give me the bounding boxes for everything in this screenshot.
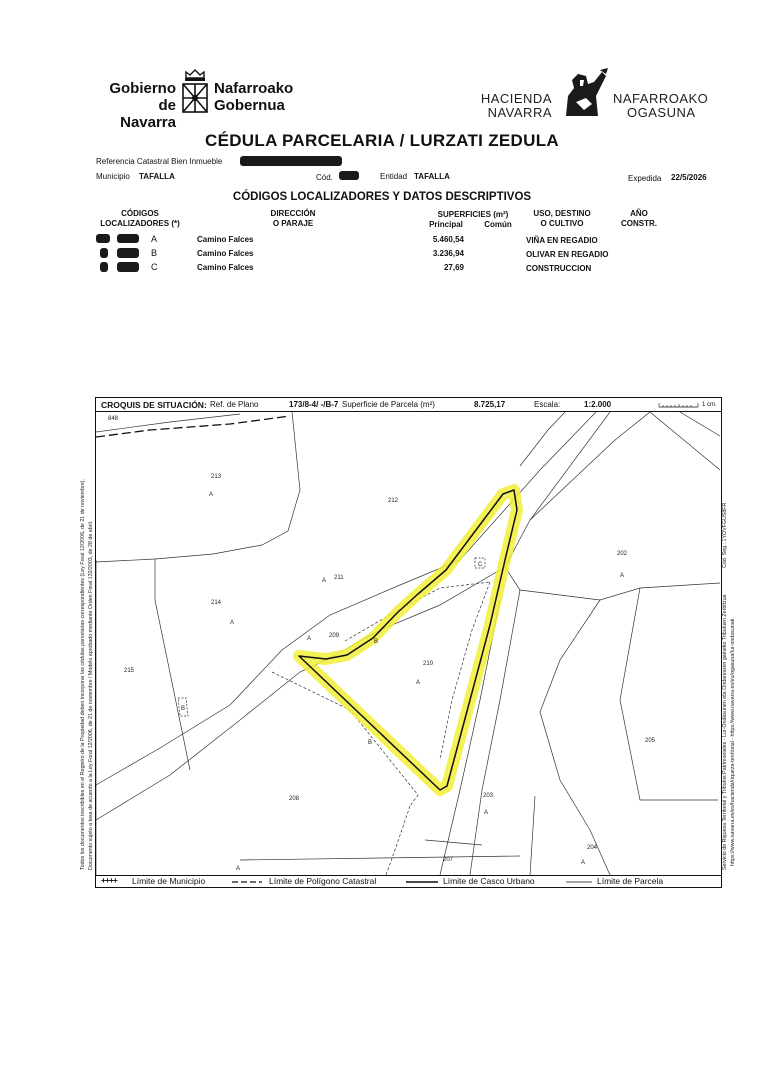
row-a-uso: VIÑA EN REGADIO: [526, 236, 598, 245]
subparcel-208-b: B: [368, 740, 373, 746]
superficie-label: Superficie de Parcela (m²): [342, 400, 435, 409]
ref-catastral-label: Referencia Catastral Bien Inmueble: [96, 157, 223, 166]
legend-poligono: Límite de Polígono Catastral: [269, 876, 377, 886]
gov-right-line2: Gobernua: [214, 97, 285, 114]
ref-plano-value: 173/8-4/ -/B-7: [289, 400, 339, 409]
subparcel-letter-labels: [181, 492, 624, 872]
parcel-210: 210: [423, 661, 434, 667]
right-side-code: Cód. Seg.: 1YOVFGUS8FR: [722, 502, 728, 568]
expedida-label: Expedida: [628, 174, 662, 183]
entidad-label: Entidad: [380, 172, 408, 181]
subparcel-214-a: A: [230, 620, 235, 626]
row-b-letter: B: [151, 248, 158, 258]
gov-left-line1: Gobierno: [109, 80, 176, 97]
gobierno-navarra-text: [108, 80, 176, 131]
col-comun-header: Común: [484, 220, 512, 229]
subparcel-202-a: A: [620, 573, 625, 579]
navarra-crest-icon: [180, 68, 210, 116]
col-uso-header: USO, DESTINO O CULTIVO: [533, 209, 591, 228]
row-b-uso: OLIVAR EN REGADIO: [526, 250, 609, 259]
hacienda-emblem-icon: [556, 66, 612, 120]
legend-casco-line-icon: [406, 880, 438, 884]
nafarroako-ogasuna-text: [613, 92, 708, 120]
left-side-note-1: Todos los documentos inscribibles en el Registro de la Propiedad deben incorporar las cédulas parcelarias correspondientes (Ley Foral 12/2006, de 21 de noviembre).: [80, 478, 86, 870]
parcel-213: 213: [211, 474, 222, 480]
row-a-direccion: Camino Falces: [197, 235, 254, 244]
subparcel-204-a: A: [581, 860, 586, 866]
parcel-204: 204: [587, 845, 598, 851]
ref-plano-label: Ref. de Plano: [210, 400, 259, 409]
ogasuna-line1: NAFARROAKO: [613, 91, 709, 106]
row-b-principal: 3.236,94: [432, 249, 464, 258]
subparcel-215-b: B: [181, 706, 186, 712]
redacted-code-a2: [117, 234, 139, 243]
escala-label: Escala:: [534, 400, 561, 409]
parcel-212: 212: [388, 498, 399, 504]
entidad-value: TAFALLA: [414, 172, 450, 181]
parcel-208: 208: [289, 796, 300, 802]
legend-parcela-line-icon: [566, 880, 592, 884]
row-b-direccion: Camino Falces: [197, 249, 254, 258]
legend-municipio-symbol: ++++: [101, 875, 117, 885]
left-side-note-2: Documento sujeto a tasa de acuerdo a la Ley Foral 12/2006, de 21 de noviembre / Modelo aprobado mediante Orden Foral 132/2003, de 28 de abril.: [88, 520, 94, 870]
redacted-cod: [339, 171, 359, 180]
escala-value: 1:2.000: [584, 400, 612, 409]
highlight-parcel-210: [299, 490, 517, 790]
row-c-principal: 27,69: [443, 263, 464, 272]
hacienda-line1: HACIENDA: [480, 91, 552, 106]
subparcel-211-a: A: [322, 578, 327, 584]
subparcel-209-a: A: [307, 636, 312, 642]
parcel-205: 205: [645, 738, 656, 744]
redacted-ref-catastral: [240, 156, 342, 166]
col-superficies-header: SUPERFICIES (m²): [437, 210, 509, 219]
col-principal-header: Principal: [429, 220, 463, 229]
row-a-principal: 5.460,54: [432, 235, 464, 244]
subparcel-203-a: A: [484, 810, 489, 816]
codes-section-title: CÓDIGOS LOCALIZADORES Y DATOS DESCRIPTIVOS: [232, 191, 532, 203]
parcel-214: 214: [211, 600, 222, 606]
row-c-uso: CONSTRUCCION: [526, 264, 592, 273]
municipio-value: TAFALLA: [139, 172, 175, 181]
right-side-note-1: Servicio de Riqueza Territorial y Tributos Patrimoniales - Lur-Ondasunen eta Ondarearen gaineko Tributuen Zerbitzua: [722, 594, 728, 870]
subparcel-213-a: A: [209, 492, 214, 498]
parcel-211: 211: [334, 575, 344, 581]
ogasuna-line2: OGASUNA: [627, 105, 696, 120]
col-anio-header: AÑO CONSTR.: [621, 209, 657, 228]
cadastral-map: [96, 412, 721, 875]
subparcel-210-c: C: [478, 562, 483, 568]
right-side-note-2: https://www.navarra.es/es/hacienda/riqueza-territorial - https://www.navarra.es/eu/ogasuna/lur-ondasunak: [730, 618, 736, 866]
legend-casco: Límite de Casco Urbano: [443, 876, 535, 886]
legend-municipio: Límite de Municipio: [132, 876, 206, 886]
superficie-value: 8.725,17: [474, 400, 506, 409]
redacted-code-b1: [100, 248, 108, 258]
subparcel-210-b: B: [374, 639, 379, 645]
col-direccion-header: DIRECCIÓN O PARAJE: [270, 209, 316, 228]
gov-right-line1: Nafarroako: [214, 80, 294, 97]
legend-poligono-line-icon: [232, 880, 262, 884]
nafarroako-gobernua-text: [214, 80, 293, 114]
row-c-letter: C: [151, 262, 158, 272]
parcel-207: 207: [443, 857, 454, 863]
municipio-label: Municipio: [96, 172, 130, 181]
legend-parcela: Límite de Parcela: [597, 876, 664, 886]
redacted-code-c1: [100, 262, 108, 272]
parcel-203: 203: [483, 793, 494, 799]
row-c-direccion: Camino Falces: [197, 263, 254, 272]
parcel-215: 215: [124, 668, 135, 674]
gov-left-line2: de Navarra: [120, 97, 176, 131]
croquis-title: CROQUIS DE SITUACIÓN:: [101, 400, 207, 410]
parcel-202: 202: [617, 551, 628, 557]
parcel-848: 848: [108, 416, 119, 422]
subparcel-210-a: A: [416, 680, 421, 686]
scale-bar-label: 1 cm.: [702, 402, 717, 408]
document-title: CÉDULA PARCELARIA / LURZATI ZEDULA: [205, 131, 559, 150]
redacted-code-a1: [96, 234, 110, 243]
redacted-code-b2: [117, 248, 139, 258]
col-codigos-header: CÓDIGOS LOCALIZADORES (*): [100, 209, 180, 228]
row-a-letter: A: [151, 234, 158, 244]
parcel-209: 209: [329, 633, 340, 639]
expedida-value: 22/5/2026: [671, 173, 707, 182]
hacienda-line2: NAVARRA: [487, 105, 552, 120]
subparcel-208-a: A: [236, 866, 241, 872]
cod-label: Cód.: [316, 173, 333, 182]
redacted-code-c2: [117, 262, 139, 272]
scale-bar-icon: [658, 400, 700, 409]
hacienda-navarra-text: [480, 92, 552, 120]
